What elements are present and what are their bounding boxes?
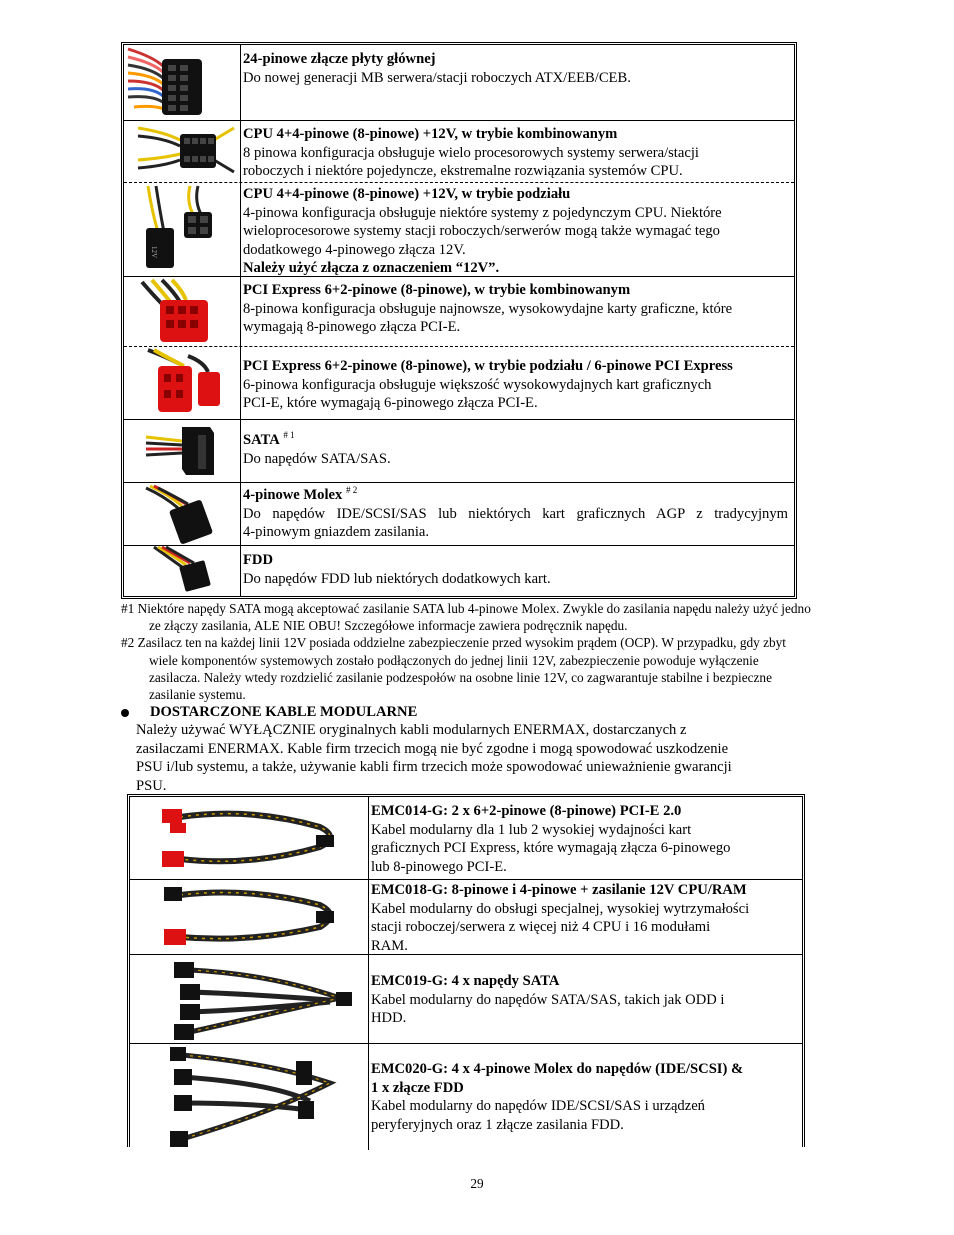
cable-row-emc018	[130, 879, 802, 955]
cpu-4pin-split-connector-image	[124, 182, 241, 276]
connector-row-24pin	[124, 45, 794, 121]
connector-row-cpu-split	[124, 182, 794, 277]
svg-text:12V: 12V	[150, 246, 158, 259]
connector-desc: PCI-E, które wymagają 6-pinowego złącza PCI-E.	[243, 395, 538, 411]
section-paragraph	[136, 721, 796, 795]
connector-desc: Do napędów FDD lub niektórych dodatkowych kart.	[243, 570, 551, 587]
connector-row-sata	[124, 419, 794, 483]
cable-desc: Kabel modularny do obsługi specjalnej, wysokiej wytrzymałości	[371, 900, 750, 917]
cable-desc: Kabel modularny do napędów IDE/SCSI/SAS i urządzeń	[371, 1098, 705, 1114]
atx-24pin-connector-image	[124, 45, 241, 120]
paragraph-line: PSU.	[136, 777, 167, 794]
paragraph-line: Należy używać WYŁĄCZNIE oryginalnych kabli modularnych ENERMAX, dostarczanych z	[136, 722, 687, 738]
footnote-ref: # 1	[283, 430, 295, 441]
connector-desc: 8 pinowa konfiguracja obsługuje wielo procesorowych systemy serwera/stacji	[243, 144, 699, 161]
connector-note: Należy użyć złącza z oznaczeniem “12V”.	[243, 260, 500, 276]
connector-table	[121, 42, 797, 599]
connector-title: PCI Express 6+2-pinowe (8-pinowe), w trybie podziału / 6-pinowe PCI Express	[243, 358, 733, 374]
cable-desc: graficznych PCI Express, które wymagają złącza 6-pinowego	[371, 840, 731, 856]
cable-title: EMC018-G: 8-pinowe i 4-pinowe + zasilanie 12V CPU/RAM	[371, 882, 747, 898]
connector-row-pcie-split	[124, 346, 794, 420]
footnote-ref: # 2	[345, 485, 358, 496]
connector-title: FDD	[243, 552, 273, 568]
footnotes	[121, 600, 811, 703]
connector-title: 4-pinowe Molex	[243, 487, 343, 503]
connector-desc: 8-pinowa konfiguracja obsługuje najnowsze, wysokowydajne karty graficzne, które	[243, 300, 733, 317]
connector-title: 24-pinowe złącze płyty głównej	[243, 51, 436, 67]
cable-desc: Kabel modularny dla 1 lub 2 wysokiej wydajności kart	[371, 821, 692, 838]
emc014-cable-image	[130, 797, 369, 879]
connector-row-fdd	[124, 545, 794, 596]
cable-desc: HDD.	[371, 1010, 407, 1026]
paragraph-line: PSU i/lub systemu, a także, używanie kabli firm trzecich może spowodować unieważnienie gwarancji	[136, 759, 732, 775]
cable-title-line2: 1 x złącze FDD	[371, 1079, 464, 1096]
cable-desc: stacji roboczej/serwera z więcej niż 4 CPU i 16 modułami	[371, 919, 711, 935]
cable-row-emc020	[130, 1043, 802, 1150]
cable-desc: Kabel modularny do napędów SATA/SAS, takich jak ODD i	[371, 991, 725, 1008]
cable-row-emc019	[130, 954, 802, 1044]
cable-table	[127, 794, 805, 1147]
pcie-8pin-connector-image	[124, 276, 241, 346]
cpu-8pin-connector-image	[124, 120, 241, 182]
connector-desc: 6-pinowa konfiguracja obsługuje większość wysokowydajnych kart graficznych	[243, 376, 712, 393]
cable-row-emc014	[130, 797, 802, 880]
connector-title: CPU 4+4-pinowe (8-pinowe) +12V, w trybie kombinowanym	[243, 126, 618, 142]
connector-desc: roboczych i niektóre pojedyncze, ekstremalne rozwiązania systemów CPU.	[243, 163, 683, 179]
fdd-connector-image	[124, 545, 241, 596]
connector-desc: 4-pinowym gniazdem zasilania.	[243, 524, 430, 540]
connector-row-molex	[124, 482, 794, 546]
cable-desc: RAM.	[371, 937, 408, 954]
footnote-1: #1 Niektóre napędy SATA mogą akceptować zasilanie SATA lub 4-pinowe Molex. Zwykle do zasilania napędu należy użyć jedno ze złączy zasilania, ALE NIE OBU! Szczegółowe informacje zawiera podręcznik napędu.	[121, 601, 811, 634]
connector-row-cpu-combined	[124, 120, 794, 183]
emc020-cable-image	[130, 1043, 369, 1150]
footnote-2: #2 Zasilacz ten na każdej linii 12V posiada oddzielne zabezpieczenie przed wysokim prądem (OCP). W przypadku, gdy zbyt wiele komponentów systemowych zostało podłączonych do jednej linii 12V, zabezpieczenie powoduje wyłączenie zasilacza. Należy wtedy rozdzielić zasilanie podzespołów na osobne linie 12V, co zagwarantuje stabilne i bezpieczne zasilanie systemu.	[121, 635, 786, 703]
bullet-icon	[121, 709, 129, 717]
connector-desc: Do nowej generacji MB serwera/stacji roboczych ATX/EEB/CEB.	[243, 69, 631, 86]
connector-desc: wieloprocesorowe systemy stacji roboczych/serwerów mogą także wymagać tego	[243, 223, 720, 239]
cable-title: EMC020-G: 4 x 4-pinowe Molex do napędów (IDE/SCSI) &	[371, 1061, 744, 1077]
connector-desc: Do napędów SATA/SAS.	[243, 450, 391, 467]
connector-desc: wymagają 8-pinowego złącza PCI-E.	[243, 319, 461, 335]
sata-connector-image	[124, 419, 241, 482]
connector-desc: Do napędów IDE/SCSI/SAS lub niektórych kart graficznych AGP z tradycyjnym	[243, 505, 788, 522]
connector-desc: dodatkowego 4-pinowego złącza 12V.	[243, 241, 466, 258]
connector-title: CPU 4+4-pinowe (8-pinowe) +12V, w trybie podziału	[243, 186, 571, 202]
cable-desc: lub 8-pinowego PCI-E.	[371, 858, 507, 875]
cable-desc: peryferyjnych oraz 1 złącze zasilania FDD.	[371, 1116, 624, 1133]
emc018-cable-image	[130, 879, 369, 954]
connector-title: PCI Express 6+2-pinowe (8-pinowe), w trybie kombinowanym	[243, 282, 631, 298]
cable-title: EMC014-G: 2 x 6+2-pinowe (8-pinowe) PCI-E 2.0	[371, 803, 682, 819]
section-heading-text: DOSTARCZONE KABLE MODULARNE	[150, 704, 418, 720]
pcie-6pin-split-connector-image	[124, 346, 241, 419]
section-heading	[121, 703, 417, 722]
emc019-cable-image	[130, 954, 369, 1043]
page-number: 29	[470, 1176, 484, 1191]
connector-title: SATA	[243, 432, 280, 448]
cable-title: EMC019-G: 4 x napędy SATA	[371, 973, 560, 989]
connector-desc: 4-pinowa konfiguracja obsługuje niektóre systemy z pojedynczym CPU. Niektóre	[243, 204, 722, 221]
molex-connector-image	[124, 482, 241, 545]
connector-row-pcie-combined	[124, 276, 794, 347]
paragraph-line: zasilaczami ENERMAX. Kable firm trzecich mogą nie być zgodne i mogą spowodować uszkodzenie	[136, 740, 729, 757]
